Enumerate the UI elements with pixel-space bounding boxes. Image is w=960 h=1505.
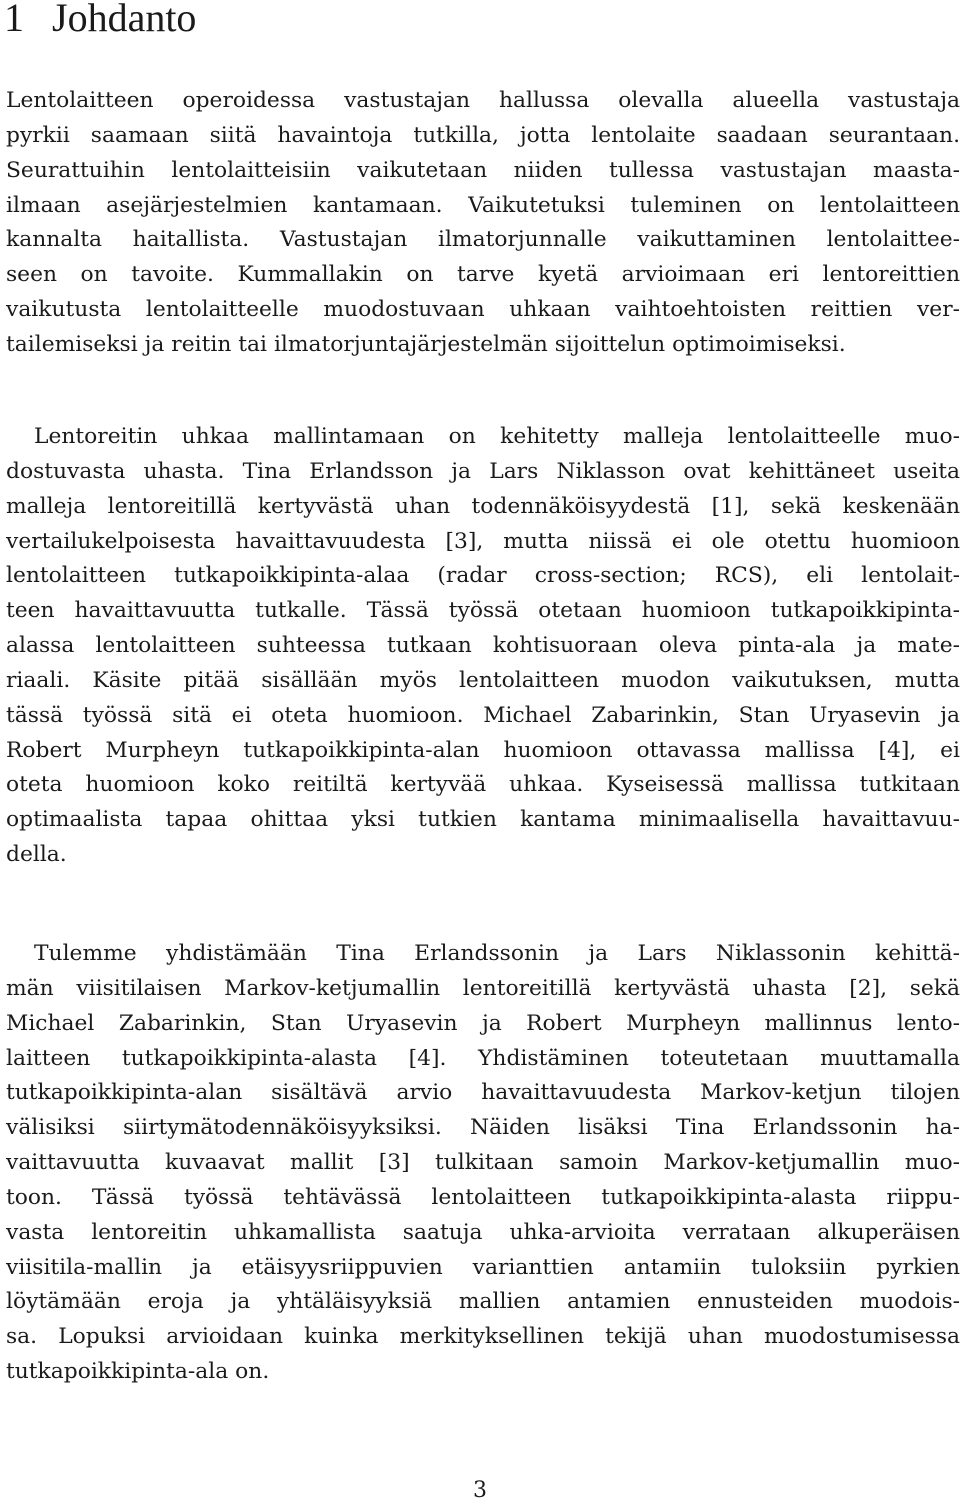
text-line: laitteen tutkapoikkipinta-alasta [4]. Yhdistäminen toteutetaan muuttamalla xyxy=(6,1045,960,1071)
text-line: vasta lentoreitin uhkamallista saatuja uhka-arvioita verrataan alkuperäisen xyxy=(6,1219,960,1245)
text-line: tutkapoikkipinta-alan sisältävä arvio havaittavuudesta Markov-ketjun tilojen xyxy=(6,1080,960,1106)
text-line: malleja lentoreitillä kertyvästä uhan todennäköisyydestä [1], sekä keskenään xyxy=(6,493,960,519)
text-line: ilmaan asejärjestelmien kantamaan. Vaikutetuksi tuleminen on lentolaitteen xyxy=(6,192,960,218)
text-line: vaikutusta lentolaitteelle muodostuvaan uhkaan vaihtoehtoisten reittien ver- xyxy=(6,297,960,323)
text-line: alassa lentolaitteen suhteessa tutkaan kohtisuoraan oleva pinta-ala ja mate- xyxy=(6,633,960,659)
text-line: lentolaitteen tutkapoikkipinta-alaa (radar cross-section; RCS), eli lentolait- xyxy=(6,563,960,589)
text-line: tutkapoikkipinta-ala on. xyxy=(6,1359,270,1385)
text-line: Tulemme yhdistämään Tina Erlandssonin ja Lars Niklassonin kehittä- xyxy=(34,941,960,966)
text-line: seen on tavoite. Kummallakin on tarve kyetä arvioimaan eri lentoreittien xyxy=(6,262,960,288)
text-line: Lentoreitin uhkaa mallintamaan on kehitetty malleja lentolaitteelle muo- xyxy=(34,424,960,449)
text-line: välisiksi siirtymätodennäköisyyksiksi. Näiden lisäksi Tina Erlandssonin ha- xyxy=(6,1115,960,1141)
paragraph-intro xyxy=(0,84,960,363)
text-line: oteta huomioon koko reitiltä kertyvää uhkaa. Kyseisessä mallissa tutkitaan xyxy=(6,772,960,798)
text-line: sa. Lopuksi arvioidaan kuinka merkityksellinen tekijä uhan muodostumisessa xyxy=(6,1324,960,1350)
text-line: vertailukelpoisesta havaittavuudesta [3], mutta niissä ei ole otettu huomioon xyxy=(6,528,960,554)
text-line: kannalta haitallista. Vastustajan ilmatorjunnalle vaikuttaminen lentolaittee- xyxy=(6,227,960,253)
page-number: 3 xyxy=(473,1478,487,1503)
text-line: Seurattuihin lentolaitteisiin vaikutetaan niiden tullessa vastustajan maasta- xyxy=(6,157,960,183)
text-line: vaittavuutta kuvaavat mallit [3] tulkitaan samoin Markov-ketjumallin muo- xyxy=(6,1150,960,1176)
text-line: Michael Zabarinkin, Stan Uryasevin ja Robert Murpheyn mallinnus lento- xyxy=(6,1010,960,1036)
text-line: optimaalista tapaa ohittaa yksi tutkien kantama minimaalisella havaittavuu- xyxy=(6,807,960,833)
section-number: 1 xyxy=(4,0,24,40)
text-line: tailemiseksi ja reitin tai ilmatorjuntajärjestelmän sijoittelun optimoimiseksi. xyxy=(6,331,846,357)
section-heading xyxy=(4,0,196,42)
text-line: män viisitilaisen Markov-ketjumallin lentoreitillä kertyvästä uhasta [2], sekä xyxy=(6,975,960,1001)
text-line: viisitila-mallin ja etäisyysriippuvien varianttien antamiin tuloksiin pyrkien xyxy=(6,1254,960,1280)
text-line: toon. Tässä työssä tehtävässä lentolaitteen tutkapoikkipinta-alasta riippu- xyxy=(6,1184,960,1210)
paragraph-threat-models xyxy=(0,420,960,873)
text-line: teen havaittavuutta tutkalle. Tässä työssä otetaan huomioon tutkapoikkipinta- xyxy=(6,598,960,624)
text-line: Robert Murpheyn tutkapoikkipinta-alan huomioon ottavassa mallissa [4], ei xyxy=(6,737,960,763)
text-line: Lentolaitteen operoidessa vastustajan hallussa olevalla alueella vastustaja xyxy=(6,88,960,113)
text-line: löytämään eroja ja yhtäläisyyksiä mallien antamien ennusteiden muodois- xyxy=(6,1289,960,1315)
text-line: pyrkii saamaan siitä havaintoja tutkilla, jotta lentolaite saadaan seurantaan. xyxy=(6,122,960,148)
section-title: Johdanto xyxy=(52,0,197,40)
text-line: riaali. Käsite pitää sisällään myös lentolaitteen muodon vaikutuksen, mutta xyxy=(6,667,960,693)
text-line: tässä työssä sitä ei oteta huomioon. Michael Zabarinkin, Stan Uryasevin ja xyxy=(6,702,960,728)
paragraph-combination xyxy=(0,937,960,1390)
text-line: della. xyxy=(6,842,67,868)
text-line: dostuvasta uhasta. Tina Erlandsson ja Lars Niklasson ovat kehittäneet useita xyxy=(6,458,960,484)
